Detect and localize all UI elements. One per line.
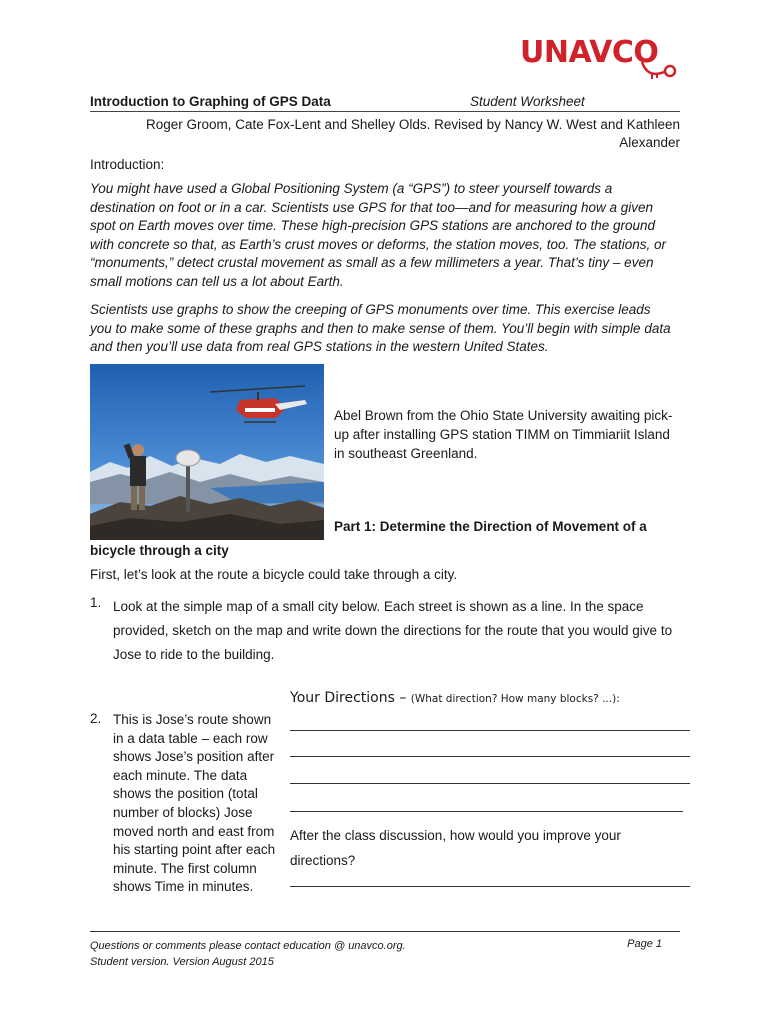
header-divider [90, 111, 680, 112]
footer-contact [90, 938, 406, 970]
authors [90, 116, 680, 152]
unavco-logo [520, 36, 680, 82]
part1-heading: Part 1: Determine the Direction of Movement of a [334, 519, 647, 534]
logo-text: UNAVCO [520, 35, 659, 70]
answer-line-1[interactable] [290, 730, 690, 731]
photo-illustration [90, 364, 324, 540]
authors-line-1: Roger Groom, Cate Fox-Lent and Shelley Olds. Revised by Nancy W. West and Kathleen [145, 117, 680, 132]
item-2-number: 2. [90, 711, 102, 726]
key-icon [640, 60, 680, 82]
your-directions-heading [290, 690, 620, 706]
intro-paragraph-2: Scientists use graphs to show the creeping of GPS monuments over time. This exercise leads you to make some of these graphs and then to make sense of them. You’ll begin with simple data and then you’ll use data from real GPS stations in the western United States. [90, 302, 671, 354]
part1-intro: First, let’s look at the route a bicycle could take through a city. [90, 567, 458, 582]
intro-paragraph-1: You might have used a Global Positioning System (a “GPS”) to steer yourself towards a destination on foot or in a car. Scientists use GPS for that too—and for measuring how a given spot on Earth moves over time. These high-precision GPS stations are anchored to the ground with concrete so that, as Earth’s crust moves or deforms, the station moves, too. The stations, or “monuments,” detect crustal movement as small as a few millimeters a year. That’s tiny – even small motions can tell us a lot about Earth. [90, 181, 667, 289]
photo-caption: Abel Brown from the Ohio State University awaiting pick-up after installing GPS station TIMM on Timmiariit Island in southeast Greenland. [334, 408, 673, 461]
introduction-label: Introduction: [90, 157, 165, 172]
part1-heading-continued: bicycle through a city [90, 543, 229, 558]
greenland-photo [90, 364, 324, 540]
footer-divider [90, 931, 680, 932]
answer-line-improve[interactable] [290, 886, 690, 887]
answer-line-4[interactable] [290, 811, 683, 812]
directions-hint: (What direction? How many blocks? ...): [410, 693, 620, 705]
item-2-text: This is Jose’s route shown in a data table – each row shows Jose’s position after each minute. The data shows the position (total number of blocks) Jose moved north and east from his starting point after each minute. The first column shows Time in minutes. [113, 712, 276, 895]
worksheet-type: Student Worksheet [470, 94, 585, 109]
footer-version-line: Student version. Version August 2015 [90, 956, 274, 968]
authors-line-2: Alexander [619, 135, 680, 150]
item-1-text: Look at the simple map of a small city below. Each street is shown as a line. In the space provided, sketch on the map and write down the directions for the route that you would give to Jose to ride to the building. [113, 599, 673, 662]
page-number: Page 1 [627, 938, 662, 950]
improve-question: After the class discussion, how would you improve your directions? [290, 828, 621, 868]
answer-line-3[interactable] [290, 783, 690, 784]
answer-line-2[interactable] [290, 756, 690, 757]
worksheet-title: Introduction to Graphing of GPS Data [90, 94, 331, 109]
item-1-number: 1. [90, 595, 102, 610]
directions-label: Your Directions – [290, 690, 407, 706]
footer-contact-line: Questions or comments please contact education @ unavco.org. [90, 940, 406, 952]
